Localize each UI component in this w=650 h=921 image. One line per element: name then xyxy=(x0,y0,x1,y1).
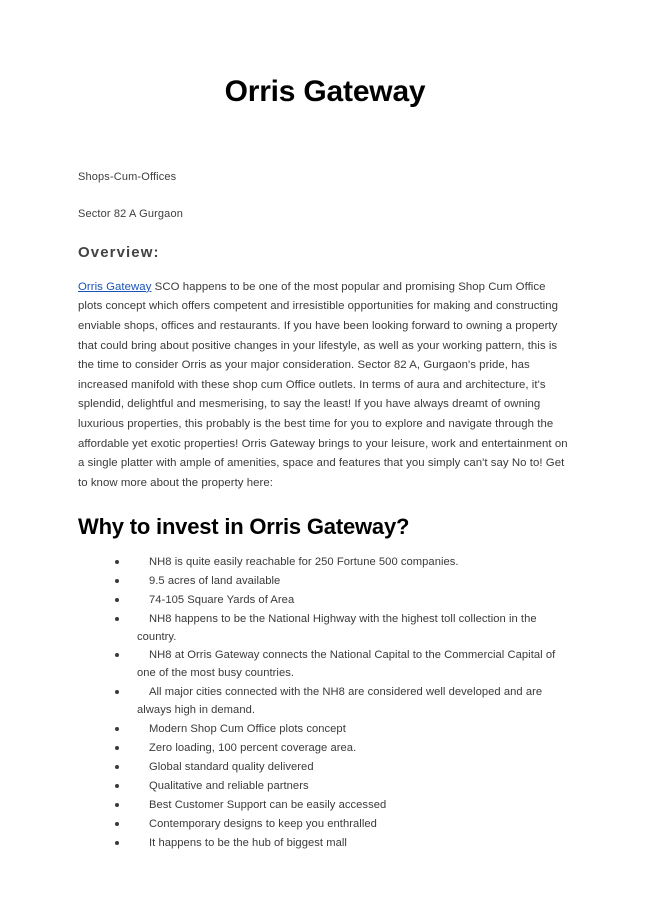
bullet-dot-icon xyxy=(115,690,119,694)
document-content xyxy=(78,0,572,854)
bullet-dot-icon xyxy=(115,579,119,583)
list-item-label: NH8 at Orris Gateway connects the National Capital to the Commercial Capital of one of the most busy countries. xyxy=(137,649,556,680)
bullet-dot-icon xyxy=(115,598,119,602)
list-item-label: It happens to be the hub of biggest mall xyxy=(149,836,347,849)
list-item xyxy=(78,647,572,683)
bullet-dot-icon xyxy=(115,746,119,750)
list-item-label: Best Customer Support can be easily accessed xyxy=(149,798,387,811)
list-item-label: Contemporary designs to keep you enthralled xyxy=(149,817,377,830)
bullet-dot-icon xyxy=(115,765,119,769)
list-item-label: NH8 happens to be the National Highway with the highest toll collection in the country. xyxy=(137,612,537,643)
list-item-label: 9.5 acres of land available xyxy=(149,574,281,587)
list-item xyxy=(78,759,572,777)
list-item xyxy=(78,816,572,834)
bullet-dot-icon xyxy=(115,784,119,788)
page-title: Orris Gateway xyxy=(224,75,426,108)
orris-gateway-link[interactable]: Orris Gateway xyxy=(78,280,152,293)
bullet-dot-icon xyxy=(115,803,119,807)
list-item xyxy=(78,684,572,720)
subtitle-line-2: Sector 82 A Gurgaon xyxy=(78,207,183,220)
list-item-label: Global standard quality delivered xyxy=(149,761,314,774)
bullet-dot-icon xyxy=(115,822,119,826)
list-item-label: Modern Shop Cum Office plots concept xyxy=(149,723,346,736)
list-item xyxy=(78,797,572,815)
list-item xyxy=(78,611,572,647)
invest-feature-list xyxy=(78,554,572,853)
overview-paragraph-text: SCO happens to be one of the most popular and promising Shop Cum Office plots concept which offers competent and irresistible opportunities for making and constructing enviable shops, offices and restaurants. If you have been looking forward to owning a property that could bring about positive changes in your lifestyle, as well as your working pattern, this is the time to consider Orris as your major consideration. Sector 82 A, Gurgaon's pride, has increased manifold with these shop cum Office outlets. In terms of aura and architecture, it's splendid, delightful and mesmerising, to say the least! If you have always dreamt of owning luxurious properties, this probably is the best time for you to explore and navigate through the affordable yet exotic properties! Orris Gateway brings to your leisure, work and entertainment on a single platter with ample of amenities, space and features that you simply can't say No to! Get to know more about the property here: xyxy=(78,280,568,489)
list-item xyxy=(78,835,572,853)
overview-heading: Overview: xyxy=(78,244,160,262)
list-item-label: NH8 is quite easily reachable for 250 Fortune 500 companies. xyxy=(149,555,459,568)
bullet-dot-icon xyxy=(115,560,119,564)
list-item-label: Qualitative and reliable partners xyxy=(149,779,309,792)
subtitle-line-1: Shops-Cum-Offices xyxy=(78,171,177,184)
bullet-dot-icon xyxy=(115,727,119,731)
list-item xyxy=(78,573,572,591)
list-item xyxy=(78,721,572,739)
list-item xyxy=(78,554,572,572)
list-item xyxy=(78,592,572,610)
bullet-dot-icon xyxy=(115,653,119,657)
list-item xyxy=(78,778,572,796)
list-item-label: All major cities connected with the NH8 are considered well developed and are always high in demand. xyxy=(137,686,543,717)
bullet-dot-icon xyxy=(115,841,119,845)
overview-paragraph xyxy=(78,278,572,494)
list-item-label: Zero loading, 100 percent coverage area. xyxy=(149,742,357,755)
list-item xyxy=(78,740,572,758)
invest-section-heading: Why to invest in Orris Gateway? xyxy=(78,514,410,540)
list-item-label: 74-105 Square Yards of Area xyxy=(149,593,295,606)
bullet-dot-icon xyxy=(115,617,119,621)
subtitle-block xyxy=(78,170,572,222)
